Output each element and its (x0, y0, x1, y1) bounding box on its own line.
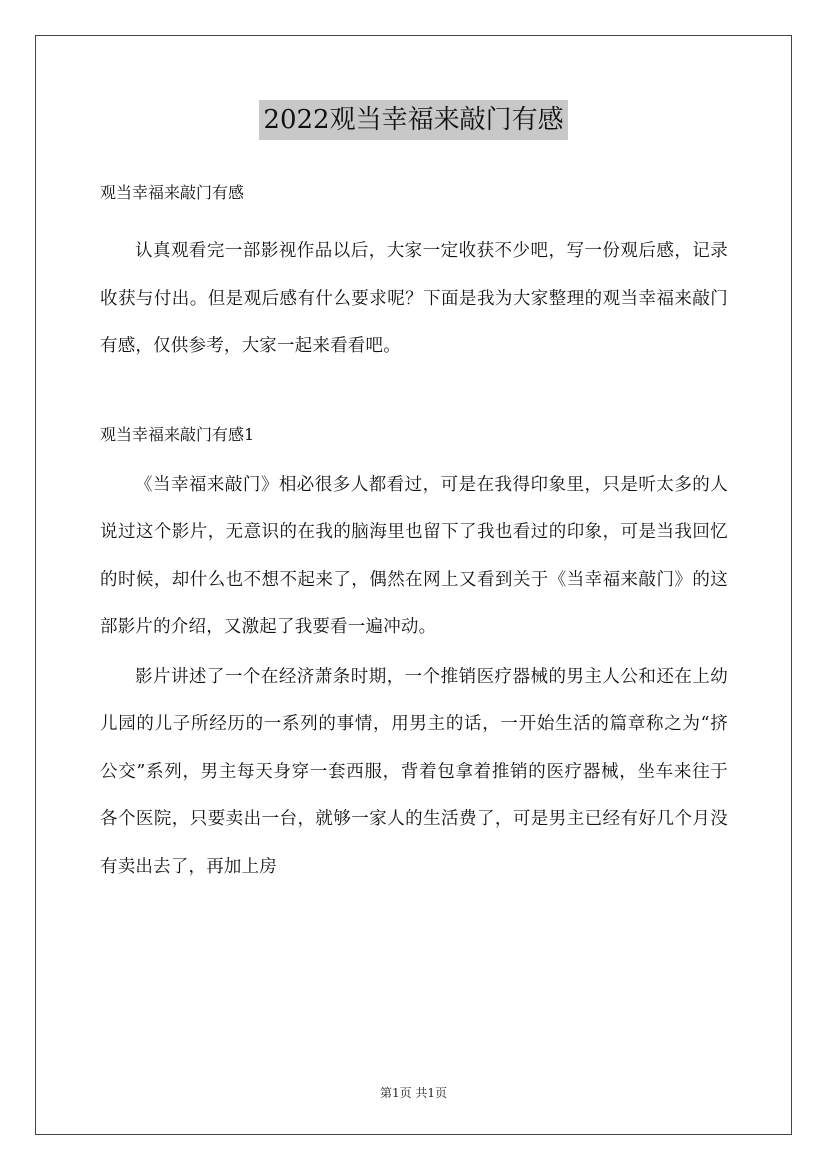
document-body (100, 174, 728, 891)
document-title: 2022观当幸福来敲门有感 (259, 100, 567, 140)
page-footer: 第1页 共1页 (379, 1086, 448, 1100)
intro-paragraph: 认真观看完一部影视作品以后，大家一定收获不少吧，写一份观后感，记录收获与付出。但是观后感有什么要求呢？下面是我为大家整理的观当幸福来敲门有感，仅供参考，大家一起来看看吧。 (100, 241, 728, 356)
body-paragraph: 影片讲述了一个在经济萧条时期，一个推销医疗器械的男主人公和还在上幼儿园的儿子所经历的一系列的事情，用男主的话，一开始生活的篇章称之为“挤公交”系列，男主每天身穿一套西服，背着包拿着推销的医疗器械，坐车来往于各个医院，只要卖出一台，就够一家人的生活费了，可是男主已经有好几个月没有卖出去了，再加上房 (100, 666, 728, 877)
body-paragraph: 《当幸福来敲门》相必很多人都看过，可是在我得印象里，只是听太多的人说过这个影片，无意识的在我的脑海里也留下了我也看过的印象，可是当我回忆的时候，却什么也不想不起来了，偶然在网上又看到关于《当幸福来敲门》的这部影片的介绍，又激起了我要看一遍冲动。 (100, 474, 728, 637)
document-subtitle: 观当幸福来敲门有感 (100, 183, 245, 202)
title-container (0, 100, 827, 140)
section-heading: 观当幸福来敲门有感1 (100, 424, 255, 444)
